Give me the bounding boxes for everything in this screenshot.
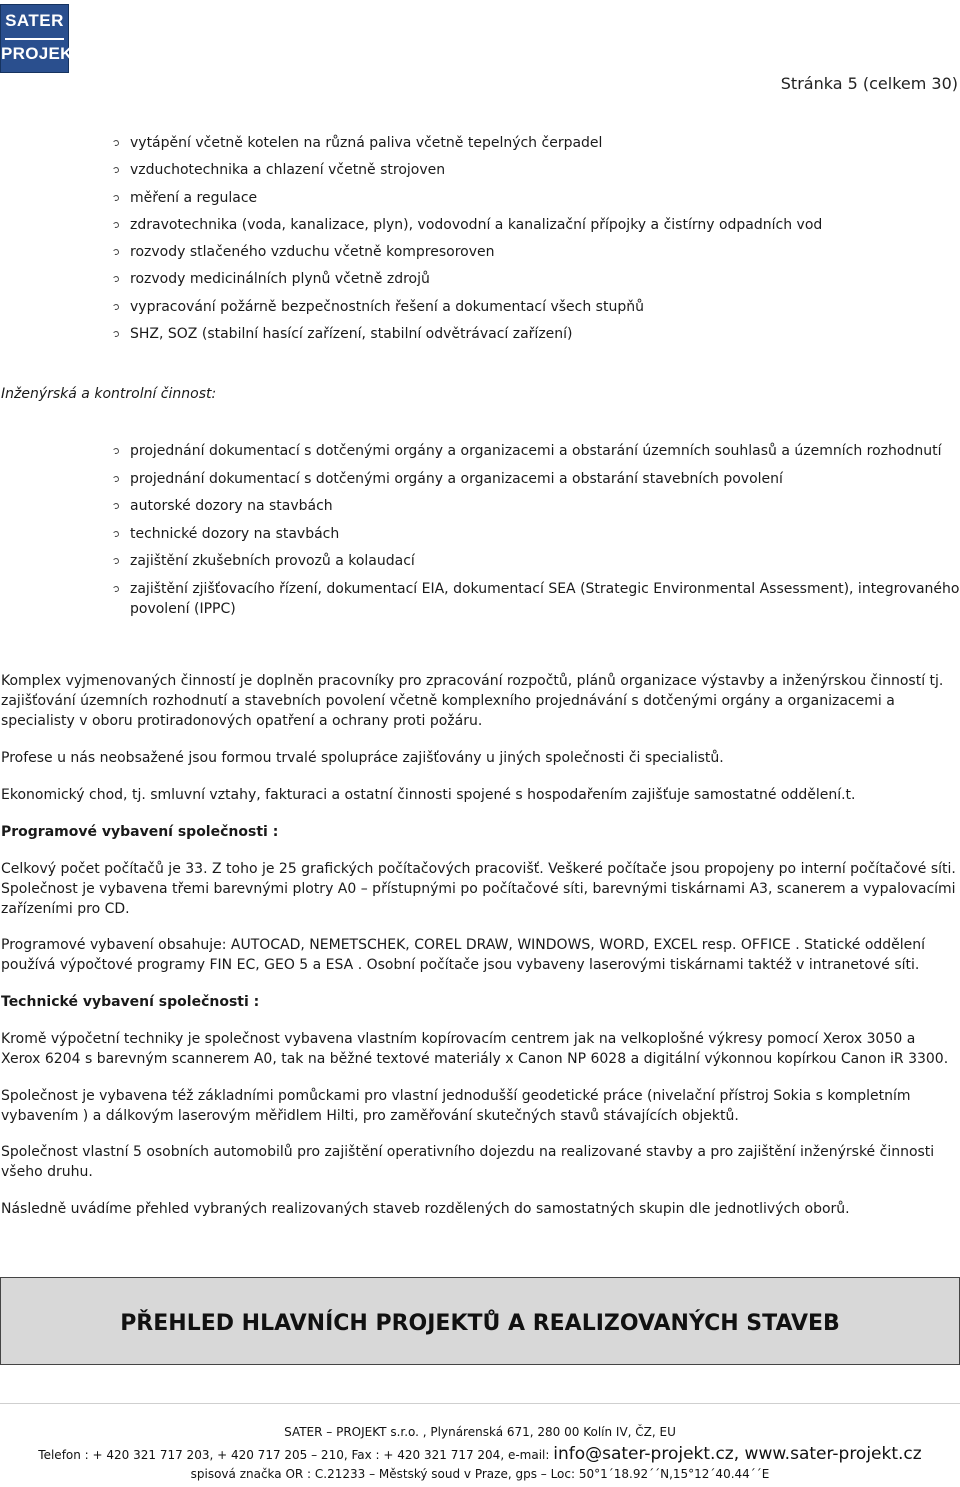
footer-registration: spisová značka OR : C.21233 – Městský soud v Praze, gps – Loc: 50°1´18.92´´N,15°12´40.44´´E bbox=[190, 1467, 770, 1481]
list-item: vzduchotechnika a chlazení včetně strojoven bbox=[112, 160, 960, 180]
services-list bbox=[112, 133, 960, 351]
paragraph-professions: Profese u nás neobsažené jsou formou trvalé spolupráce zajišťovány u jiných společnosti či specialistů. bbox=[1, 750, 724, 766]
list-item: technické dozory na stavbách bbox=[112, 524, 960, 544]
engineering-list bbox=[112, 441, 960, 626]
footer-phone: Telefon : + 420 321 717 203, + 420 717 205 – 210, Fax : + 420 321 717 204, e-mail: bbox=[38, 1448, 554, 1462]
paragraph-software: Programové vybavení obsahuje: AUTOCAD, NEMETSCHEK, COREL DRAW, WINDOWS, WORD, EXCEL resp. OFFICE . Statické oddělení používá výpočtové programy FIN EC, GEO 5 a ESA . Osobní počítače jsou vybaveny laserovými tiskárnami taktéž v intranetové síti. bbox=[1, 937, 926, 973]
list-item: SHZ, SOZ (stabilní hasící zařízení, stabilní odvětrávací zařízení) bbox=[112, 324, 960, 344]
list-item: zdravotechnika (voda, kanalizace, plyn), vodovodní a kanalizační přípojky a čistírny odpadních vod bbox=[112, 215, 960, 235]
bullet-icon bbox=[112, 502, 120, 510]
list-item: měření a regulace bbox=[112, 188, 960, 208]
paragraph-vehicles: Společnost vlastní 5 osobních automobilů pro zajištění operativního dojezdu na realizované stavby a pro zajištění inženýrské činnosti všeho druhu. bbox=[1, 1144, 935, 1180]
bullet-icon bbox=[112, 475, 120, 483]
paragraph-activities: Komplex vyjmenovaných činností je doplněn pracovníky pro zpracování rozpočtů, plánů organizace výstavby a inženýrskou činností tj. zajišťování územních rozhodnutí a stavebních povolení včetně komplexního projednávání s dotčenými orgány a organizacemi a specialisty v oboru protiradonových opatření a ochrany proti požáru. bbox=[1, 673, 944, 729]
list-item: projednání dokumentací s dotčenými orgány a organizacemi a obstarání územních souhlasů a územních rozhodnutí bbox=[112, 441, 960, 461]
list-item: projednání dokumentací s dotčenými orgány a organizacemi a obstarání stavebních povolení bbox=[112, 469, 960, 489]
paragraph-computers: Celkový počet počítačů je 33. Z toho je 25 grafických počítačových pracovišť. Veškeré počítače jsou propojeny po interní počítačové síti. Společnost je vybavena třemi barevnými plotry A0 – přístupnými po počítačové síti, barevnými tiskárnami A3, scanerem a vypalovacími zařízeními pro CD. bbox=[1, 861, 956, 917]
list-item: vypracování požárně bezpečnostních řešení a dokumentací všech stupňů bbox=[112, 297, 960, 317]
bullet-icon bbox=[112, 447, 120, 455]
list-item: rozvody stlačeného vzduchu včetně kompresoroven bbox=[112, 242, 960, 262]
list-item: rozvody medicinálních plynů včetně zdrojů bbox=[112, 269, 960, 289]
footer-links[interactable]: info@sater-projekt.cz, www.sater-projekt.cz bbox=[553, 1444, 922, 1464]
page-number: Stránka 5 (celkem 30) bbox=[780, 74, 958, 93]
paragraph-economics: Ekonomický chod, tj. smluvní vztahy, fakturaci a ostatní činnosti spojené s hospodařením zajišťuje samostatné oddělení.t. bbox=[1, 787, 856, 803]
bullet-icon bbox=[112, 530, 120, 538]
bullet-icon bbox=[112, 276, 120, 284]
list-item: vytápění včetně kotelen na různá paliva včetně tepelných čerpadel bbox=[112, 133, 960, 153]
bullet-icon bbox=[112, 330, 120, 338]
footer-divider bbox=[0, 1403, 960, 1404]
bullet-icon bbox=[112, 194, 120, 202]
company-logo bbox=[0, 4, 84, 73]
bullet-icon bbox=[112, 303, 120, 311]
heading-hardware: Technické vybavení společnosti : bbox=[1, 994, 260, 1010]
logo-text-bottom: PROJEKT bbox=[1, 44, 84, 63]
heading-software: Programové vybavení společnosti : bbox=[1, 824, 279, 840]
logo-divider bbox=[5, 38, 64, 40]
list-item: zajištění zkušebních provozů a kolaudací bbox=[112, 551, 960, 571]
footer-contact bbox=[0, 1444, 960, 1464]
bullet-icon bbox=[112, 248, 120, 256]
bullet-icon bbox=[112, 585, 120, 593]
logo-text-top: SATER bbox=[5, 11, 64, 30]
footer-address: SATER – PROJEKT s.r.o. , Plynárenská 671, 280 00 Kolín IV, ČZ, EU bbox=[284, 1425, 676, 1439]
paragraph-copy-center: Kromě výpočetní techniky je společnost vybavena vlastním kopírovacím centrem jak na velkoplošné výkresy pomocí Xerox 3050 a Xerox 6204 s barevným scannerem A0, tak na běžné textové materiály x Canon NP 6028 a digitální výkonnou kopírkou Canon iR 3300. bbox=[1, 1031, 949, 1067]
bullet-icon bbox=[112, 139, 120, 147]
paragraph-geodetic: Společnost je vybavena též základními pomůckami pro vlastní jednodušší geodetické práce (nivelační přístroj Sokia s kompletním vybavením ) a dálkovým laserovým měřidlem Hilti, pro zaměřování skutečných stavů stávajících objektů. bbox=[1, 1088, 911, 1124]
projects-banner bbox=[0, 1277, 960, 1365]
bullet-icon bbox=[112, 166, 120, 174]
paragraph-overview: Následně uvádíme přehled vybraných realizovaných staveb rozdělených do samostatných skupin dle jednotlivých oborů. bbox=[1, 1201, 850, 1217]
section-heading-engineering: Inženýrská a kontrolní činnost: bbox=[1, 386, 217, 402]
bullet-icon bbox=[112, 557, 120, 565]
banner-title: PŘEHLED HLAVNÍCH PROJEKTŮ A REALIZOVANÝCH STAVEB bbox=[120, 1310, 840, 1336]
list-item: autorské dozory na stavbách bbox=[112, 496, 960, 516]
bullet-icon bbox=[112, 221, 120, 229]
list-item: zajištění zjišťovacího řízení, dokumentací EIA, dokumentací SEA (Strategic Environmental Assessment), integrovaného povolení (IPPC) bbox=[112, 579, 960, 619]
